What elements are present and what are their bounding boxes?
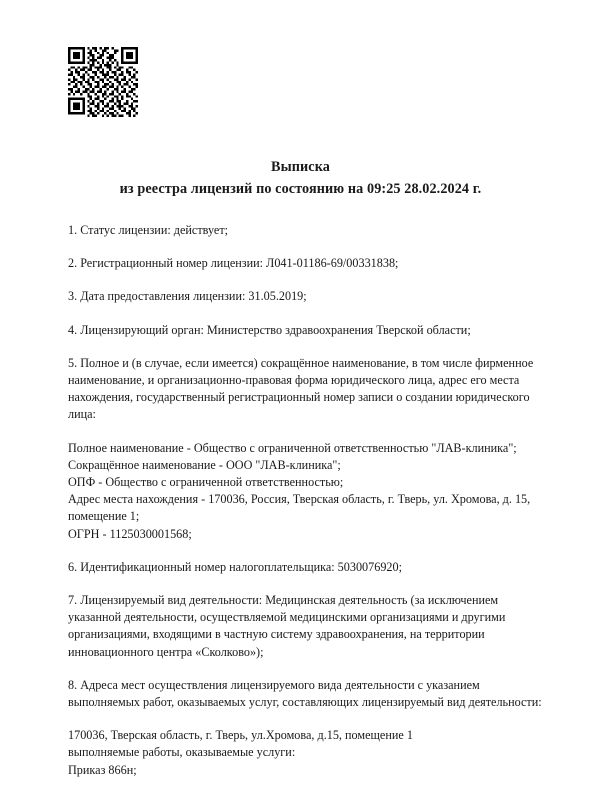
item-issue-date: 3. Дата предоставления лицензии: 31.05.2019;	[68, 289, 307, 304]
qr-code-icon	[68, 47, 138, 117]
title-line-2: из реестра лицензий по состоянию на 09:25 28.02.2024 г.	[119, 181, 482, 197]
activity-order-reference: Приказ 866н;	[68, 762, 137, 777]
item-licensing-authority: 4. Лицензирующий орган: Министерство здравоохранения Тверской области;	[68, 322, 471, 337]
page-title	[0, 156, 601, 200]
entity-ogrn: ОГРН - 1125030001568;	[68, 526, 192, 541]
document-body	[68, 222, 546, 795]
item-registration-number: 2. Регистрационный номер лицензии: Л041-01186-69/00331838;	[68, 256, 399, 271]
entity-legal-form: ОПФ - Общество с ограниченной ответственностью;	[68, 475, 344, 490]
activity-address-block	[68, 727, 546, 779]
entity-address: Адрес места нахождения - 170036, Россия, Тверская область, г. Тверь, ул. Хромова, д. 15, помещение 1;	[68, 492, 534, 524]
item-entity-naming-intro: 5. Полное и (в случае, если имеется) сокращённое наименование, в том числе фирменное наименование, и организационно-правовая форма юридического лица, адрес его места нахождения, государственный регистрационный номер записи о создании юридического лица:	[68, 355, 537, 422]
item-taxpayer-number: 6. Идентификационный номер налогоплательщика: 5030076920;	[68, 559, 403, 574]
entity-short-name: Сокращённое наименование - ООО "ЛАВ-клиника";	[68, 457, 341, 472]
title-line-1: Выписка	[271, 159, 330, 175]
activity-works-label: выполняемые работы, оказываемые услуги:	[68, 745, 296, 760]
item-activity-addresses: 8. Адреса мест осуществления лицензируемого вида деятельности с указанием выполняемых работ, оказываемых услуг, составляющих лицензируемый вид деятельности:	[68, 677, 542, 710]
item-licensed-activity: 7. Лицензируемый вид деятельности: Медицинская деятельность (за исключением указанной деятельности, осуществляемой медицинскими организациями и другими организациями, входящими в частную систему здравоохранения, на территории инновационного центра «Сколково»);	[68, 593, 509, 659]
entity-full-name: Полное наименование - Общество с ограниченной ответственностью "ЛАВ-клиника";	[68, 440, 517, 455]
activity-address-line: 170036, Тверская область, г. Тверь, ул.Хромова, д.15, помещение 1	[68, 728, 413, 743]
item-status: 1. Статус лицензии: действует;	[68, 223, 229, 237]
entity-details-block	[68, 440, 546, 543]
